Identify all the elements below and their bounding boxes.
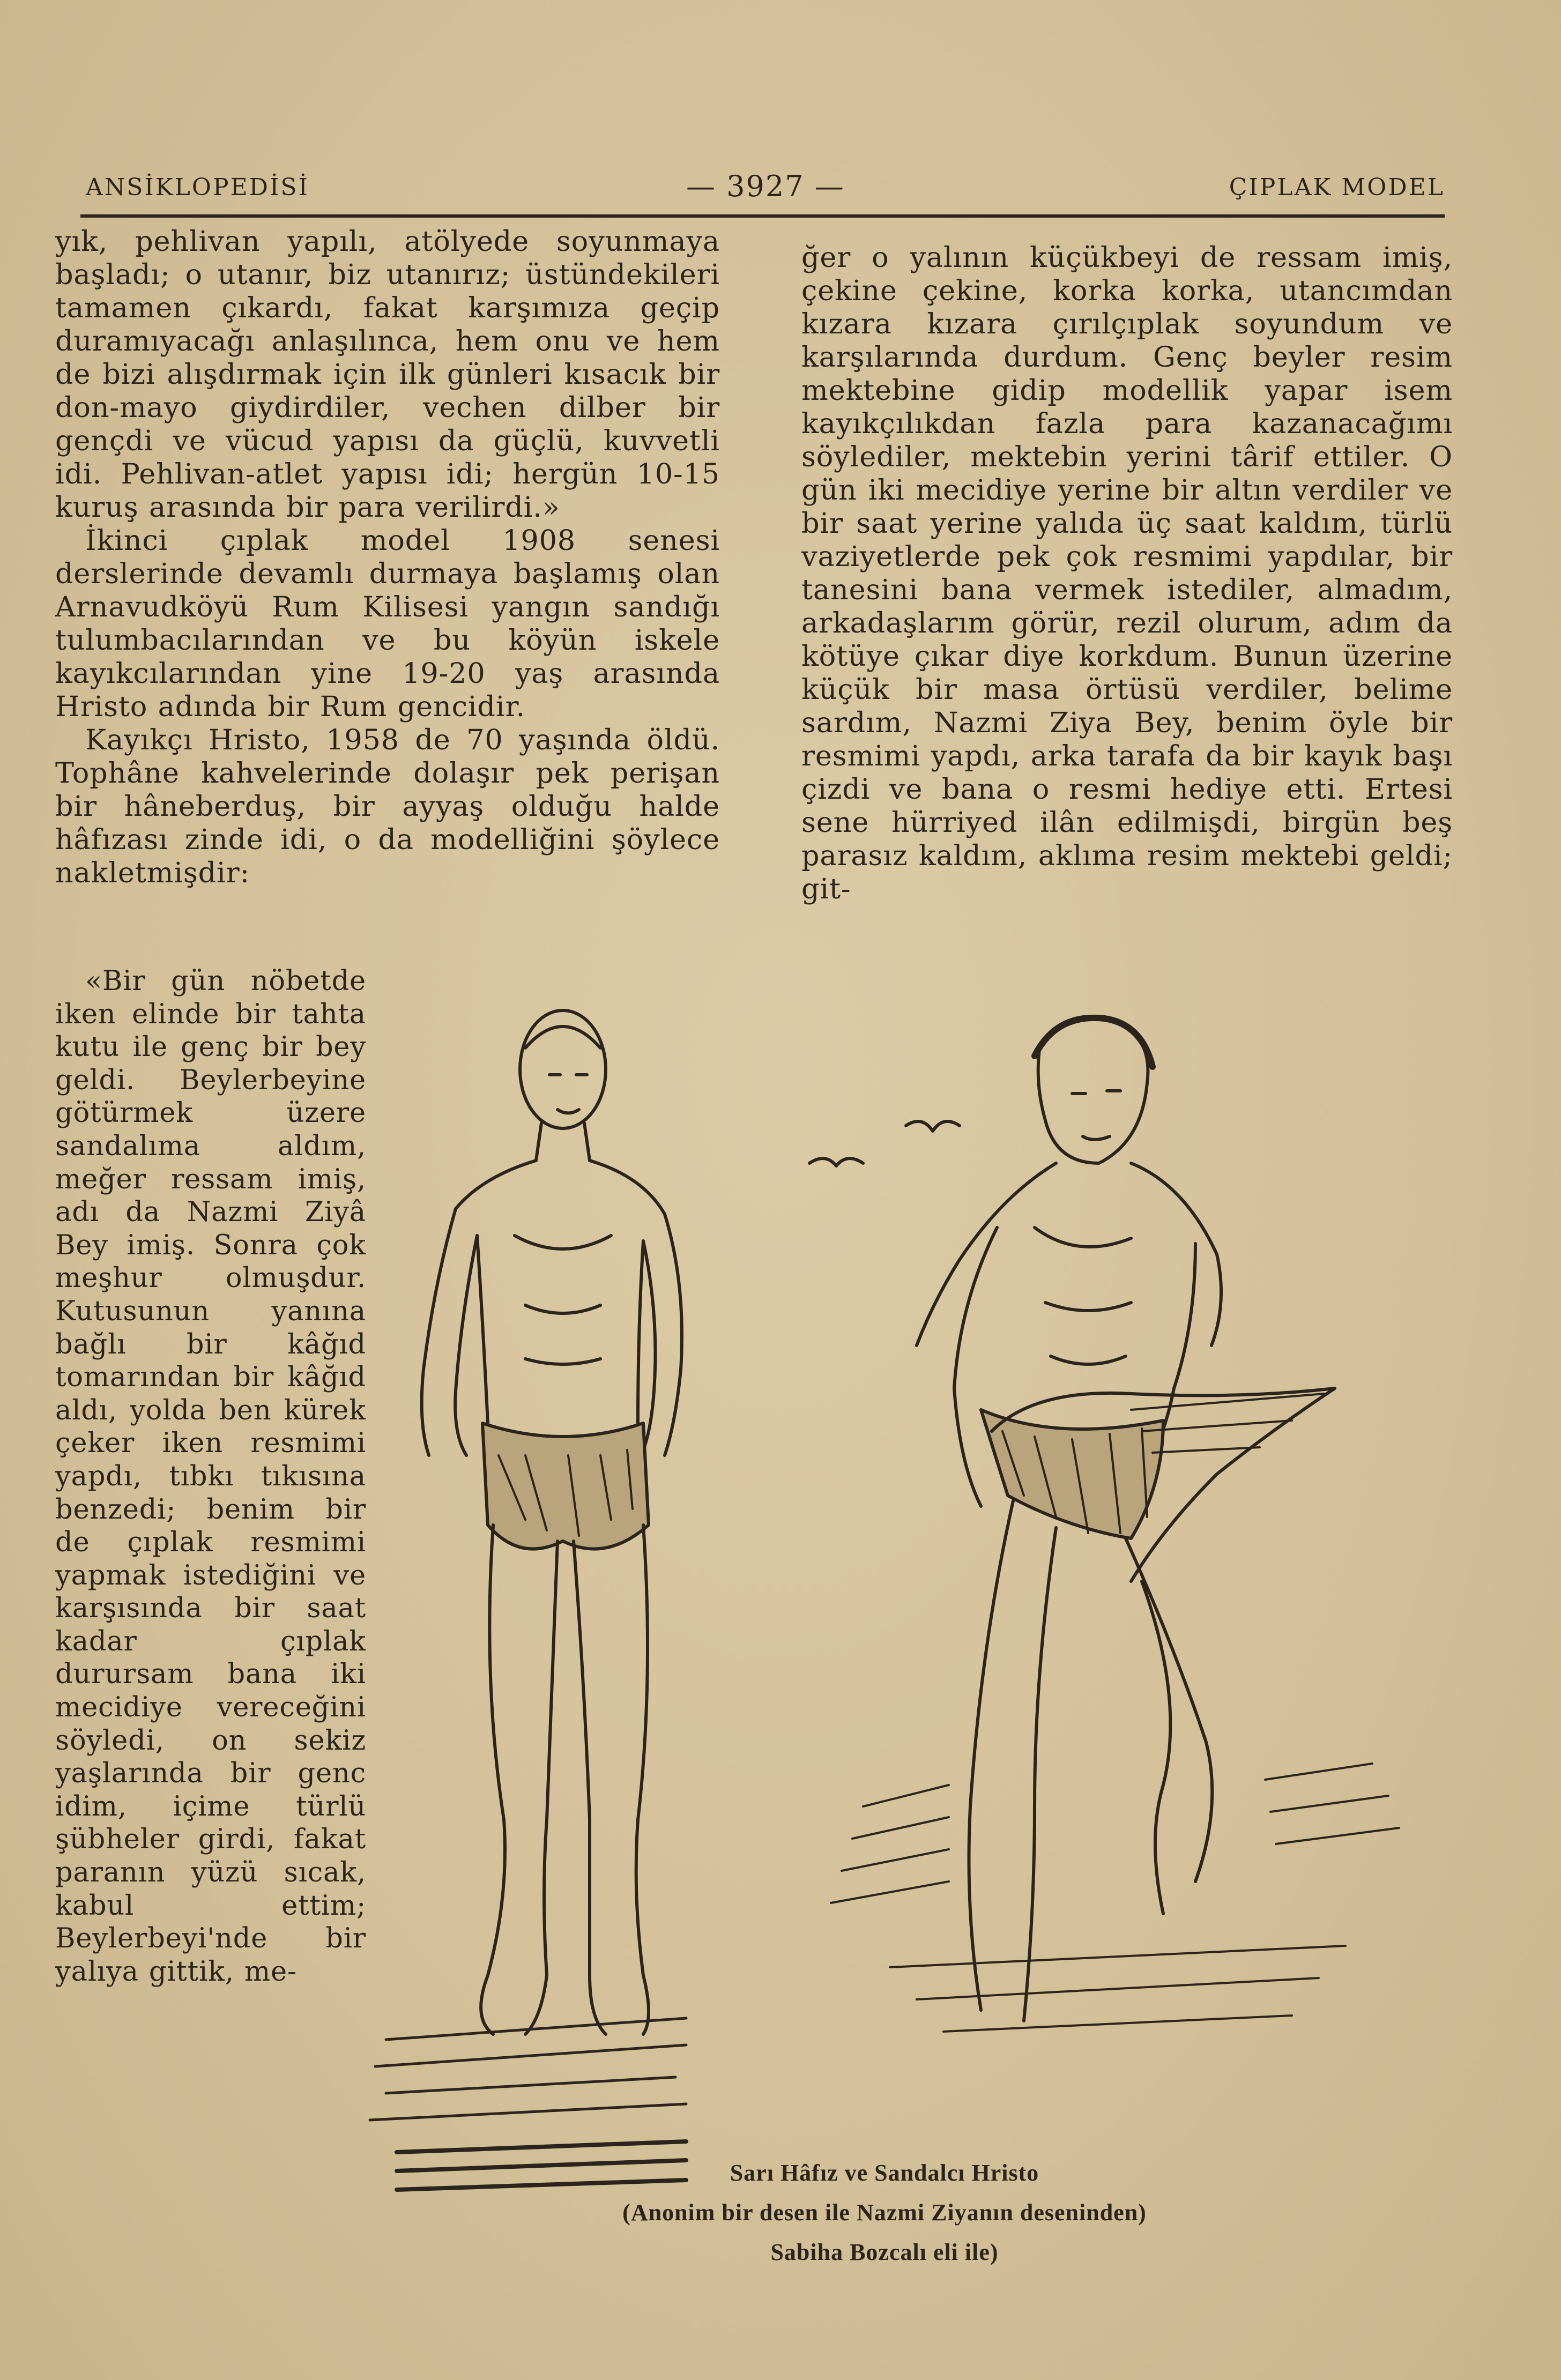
- figure-sandalci-hristo-illustration: [756, 1002, 1501, 2139]
- paragraph: ğer o yalının küçükbeyi de ressam imiş, çekine çekine, korka korka, utancımdan kızara kızara çırılçıplak soyundum ve karşılarında durdum. Genç beyler resim mektebine gidip modellik yapar isem kayıkçılıkdan fazla para kazanacağımı söylediler, mektebin yerini târif ettiler. O gün iki mecidiye yerine bir altın verdiler ve bir saat yerine yalıda üç saat kaldım, türlü vaziyetlerde pek çok resmimi yapdılar, bir tanesini bana vermek istediler, almadım, arkadaşlarım görür, rezil olurum, adım da kötüye çıkar diye korkdum. Bunun üzerine küçük bir masa örtüsü verdiler, belime sardım, Nazmi Ziya Bey, benim öyle bir resmimi yapdı, arka tarafa da bir kayık başı çizdi ve bana o resmi hediye etti. Ertesi sene hürriyed ilân edilmişdi, birgün beş parasız kaldım, aklıma resim mektebi geldi; git-: [801, 241, 1453, 905]
- narrow-column-text: [55, 965, 366, 1988]
- header-rule: [80, 214, 1445, 218]
- right-column-text: [801, 241, 1453, 906]
- figure-sari-hafiz-illustration: [365, 984, 697, 2206]
- caption-line-2: (Anonim bir desen ile Nazmi Ziyanın deseninden): [622, 2199, 1147, 2226]
- article-title: ÇIPLAK MODEL: [1229, 174, 1445, 201]
- page-header: [86, 169, 1445, 218]
- quote-paragraph: «Bir gün nöbetde iken elinde bir tahta kutu ile genç bir bey geldi. Beylerbeyine götürmek üzere sandalıma aldım, meğer ressam imiş, adı da Nazmi Ziyâ Bey imiş. Sonra çok meşhur olmuşdur. Kutusunun yanına bağlı bir kâğıd tomarından bir kâğıd aldı, yolda ben kürek çeker iken resmimi yapdı, tıbkı tıkısına benzedi; benim bir de çıplak resmimi yapmak istediğini ve karşısında bir saat kadar çıplak durursam bana iki mecidiye vereceğini söyledi, on sekiz yaşlarında bir genc idim, içime türlü şübheler girdi, fakat paranın yüzü sıcak, kabul ettim; Beylerbeyi'nde bir yalıya gittik, me-: [55, 965, 366, 1988]
- paragraph: Kayıkçı Hristo, 1958 de 70 yaşında öldü. Tophâne kahvelerinde dolaşır pek perişan bir hâneberduş, bir ayyaş olduğu halde hâfızası zinde idi, o da modelliğini şöylece nakletmişdir:: [55, 724, 720, 889]
- encyclopedia-title: ANSİKLOPEDİSİ: [86, 174, 309, 201]
- left-column-text: [55, 225, 720, 890]
- caption-line-3: Sabiha Bozcalı eli ile): [770, 2239, 999, 2265]
- paragraph: İkinci çıplak model 1908 senesi derslerinde devamlı durmaya başlamış olan Arnavudköyü Rum Kilisesi yangın sandığı tulumbacılarından ve bu köyün iskele kayıkcılarından yine 19-20 yaş arasında Hristo adında bir Rum gencidir.: [55, 524, 720, 723]
- page-number: — 3927 —: [686, 169, 845, 203]
- caption-line-1: Sarı Hâfız ve Sandalcı Hristo: [730, 2160, 1039, 2186]
- paragraph: yık, pehlivan yapılı, atölyede soyunmaya başladı; o utanır, biz utanırız; üstündekileri tamamen çıkardı, fakat karşımıza geçip duramıyacağı anlaşılınca, hem onu ve hem de bizi alışdırmak için ilk günleri kısacık bir don-mayo giydirdiler, vechen dilber bir gençdi ve vücud yapısı da güçlü, kuvvetli idi. Pehlivan-atlet yapısı idi; hergün 10-15 kuruş arasında bir para verilirdi.»: [55, 225, 720, 524]
